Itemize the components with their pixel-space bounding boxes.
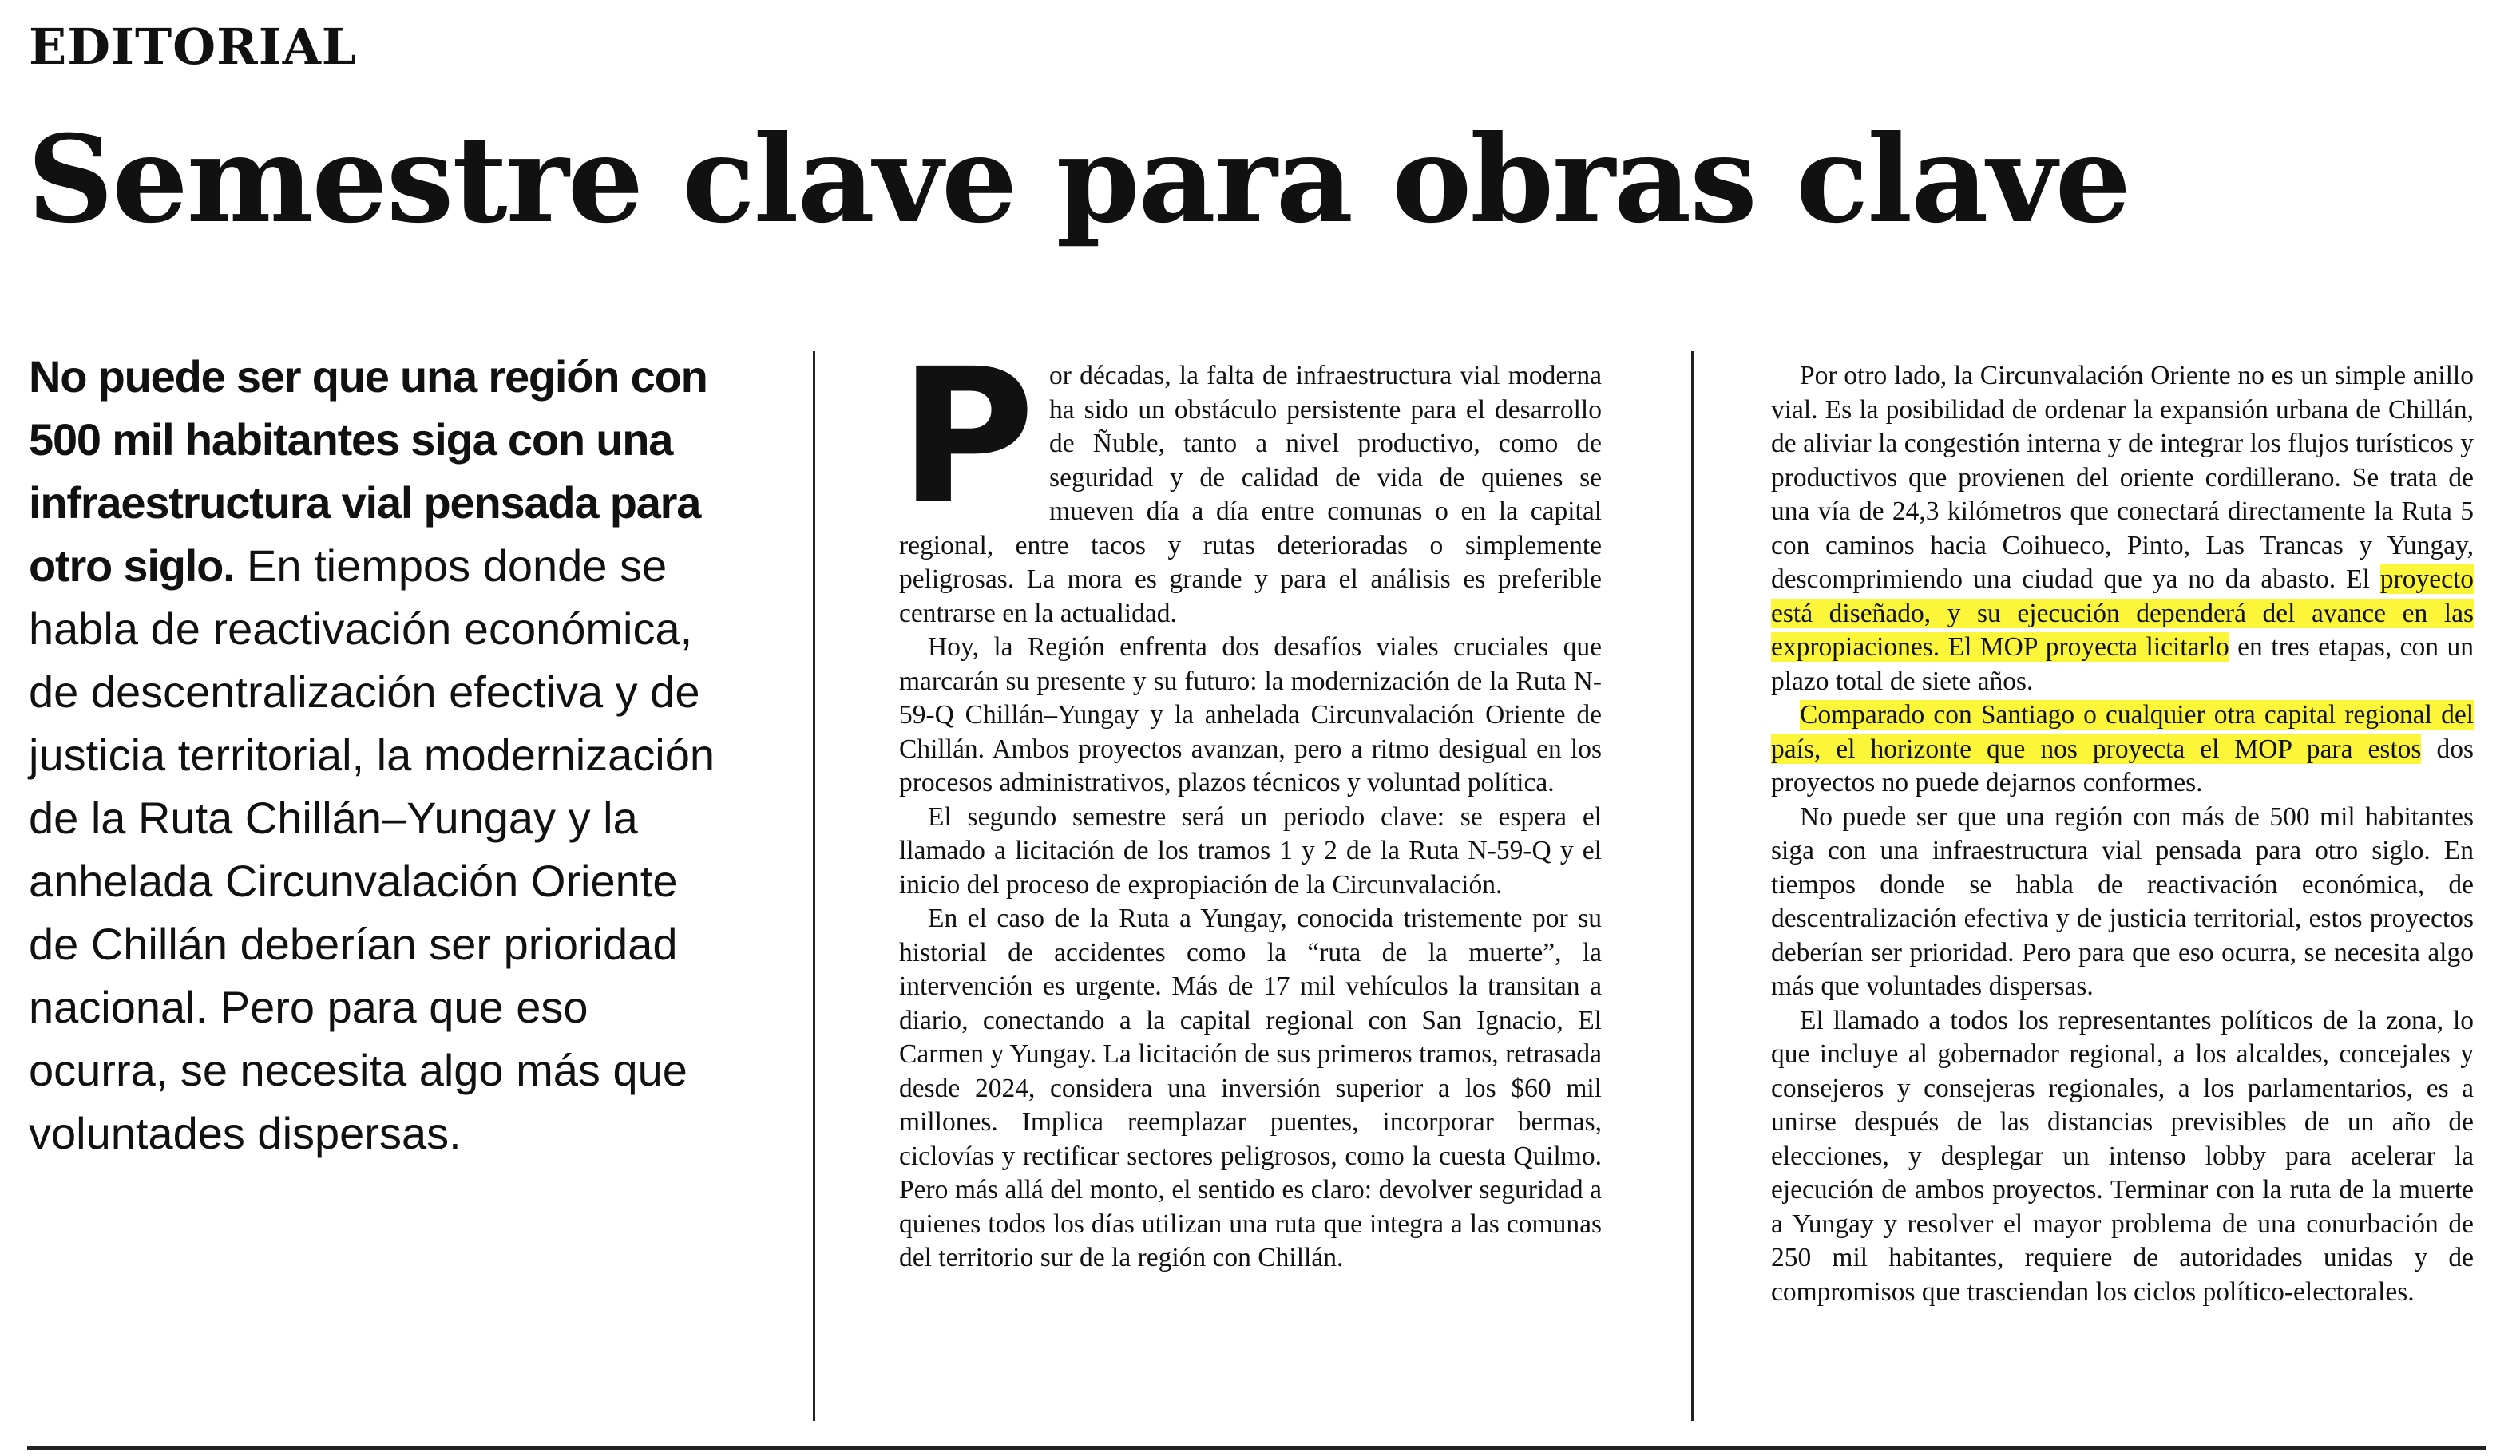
col2-p2-highlight: Comparado con Santiago o cualquier otra capital regional del país, el horizonte que nos proyecta el MOP para estos — [1771, 700, 2474, 764]
col1-paragraph-4: En el caso de la Ruta a Yungay, conocida tristemente por su historial de accidentes como la “ruta de la muerte”, la intervención es urgente. Más de 17 mil vehículos la transitan a diario, conectando a la capital regional con San Ignacio, El Carmen y Yungay. La licitación de sus primeros tramos, retrasada desde 2024, considera una inversión superior a los $60 mil millones. Implica reemplazar puentes, incorporar bermas, ciclovías y rectificar sectores peligrosos, como la cuesta Quilmo. Pero más allá del monto, el sentido es claro: devolver seguridad a quienes todos los días utilizan una ruta que integra a las comunas del territorio sur de la región con Chillán. — [899, 904, 1602, 1272]
col2-p2-text-b: dos proyectos no puede dejarnos conformes. — [1771, 734, 2474, 797]
col2-paragraph-4: El llamado a todos los representantes políticos de la zona, lo que incluye al gobernador regional, a los alcaldes, concejales y consejeros y consejeras regionales, a los parlamentarios, es a unirse después de las distancias previsibles de un año de elecciones, y desplegar un intenso lobby para acelerar la ejecución de ambos proyectos. Terminar con la ruta de la muerte a Yungay y resolver el mayor problema de una conurbación de 250 mil habitantes, requiere de autoridades unidas y de compromisos que trasciendan los ciclos político-electorales. — [1771, 1005, 2474, 1307]
body-column-2 — [1771, 359, 2474, 1309]
col2-p1-text-b: en tres etapas, con un plazo total de siete años. — [1771, 632, 2474, 696]
lead-bold: No puede ser que una región con 500 mil habitantes siga con una infraestructura vial pensada para otro siglo. — [29, 351, 707, 591]
column-divider-2 — [1691, 351, 1694, 1421]
column-divider-1 — [813, 351, 815, 1421]
col2-paragraph-2 — [1771, 698, 2474, 801]
col2-p1-highlight: proyecto está diseñado, y su ejecución dependerá del avance en las expropiaciones. El MOP proyecta licitarlo — [1771, 564, 2474, 662]
lead-paragraph — [29, 345, 723, 1165]
col2-p1-text-a: Por otro lado, la Circunvalación Oriente no es un simple anillo vial. Es la posibilidad de ordenar la expansión urbana de Chillán, de aliviar la congestión interna y de integrar los flujos turísticos y productivos que provienen del oriente cordillerano. Se trata de una vía de 24,3 kilómetros que conectará directamente la Ruta 5 con caminos hacia Coihueco, Pinto, Las Trancas y Yungay, descomprimiendo una ciudad que ya no da abasto. El — [1771, 361, 2474, 594]
drop-cap: P — [899, 329, 1036, 544]
col1-paragraph-2: Hoy, la Región enfrenta dos desafíos viales cruciales que marcarán su presente y su futuro: la modernización de la Ruta N-59-Q Chillán–Yungay y la anhelada Circunvalación Oriente de Chillán. Ambos proyectos avanzan, pero a ritmo desigual en los procesos administrativos, plazos técnicos y voluntad política. — [899, 632, 1602, 797]
col2-paragraph-3: No puede ser que una región con más de 500 mil habitantes siga con una infraestructura vial pensada para otro siglo. En tiempos donde se habla de reactivación económica, de descentralización efectiva y de justicia territorial, estos proyectos deberían ser prioridad. Pero para que eso ocurra, se necesita algo más que voluntades dispersas. — [1771, 801, 2474, 1001]
col1-paragraph-3: El segundo semestre será un periodo clave: se espera el llamado a licitación de los tramos 1 y 2 de la Ruta N-59-Q y el inicio del proceso de expropiación de la Circunvalación. — [899, 801, 1602, 900]
body-column-1 — [899, 329, 1602, 1276]
headline: Semestre clave para obras clave — [27, 109, 2130, 250]
col2-paragraph-1 — [1771, 359, 2474, 698]
section-label: EDITORIAL — [29, 18, 358, 76]
col1-paragraph-1: or décadas, la falta de infraestructura vial moderna ha sido un obstáculo persistente para el desarrollo de Ñuble, tanto a nivel productivo, como de seguridad y de calidad de vida de quienes se mueven día a día entre comunas o en la capital regional, entre tacos y rutas deterioradas o simplemente peligrosas. La mora es grande y para el análisis es preferible centrarse en la actualidad. — [899, 361, 1602, 628]
lead-rest: En tiempos donde se habla de reactivación económica, de descentralización efectiva y de justicia territorial, la modernización de la Ruta Chillán–Yungay y la anhelada Circunvalación Oriente de Chillán deberían ser prioridad nacional. Pero para que eso ocurra, se necesita algo más que voluntades dispersas. — [29, 540, 715, 1158]
bottom-rule — [27, 1446, 2486, 1450]
